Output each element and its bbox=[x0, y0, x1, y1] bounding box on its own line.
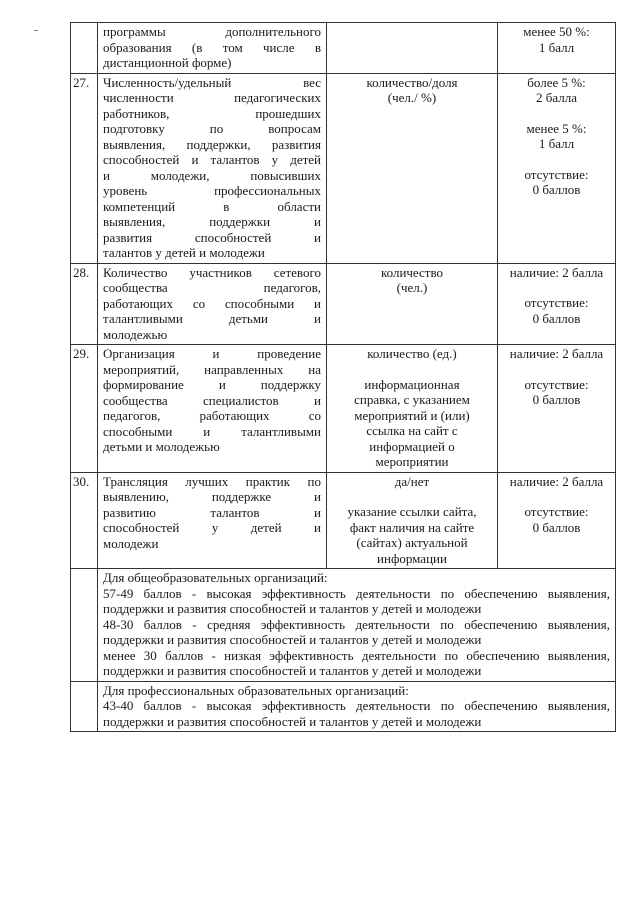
criterion-line: работников, прошедших bbox=[103, 105, 321, 121]
unit-line: справка, с указанием bbox=[354, 392, 470, 407]
score-line: 2 балла bbox=[536, 90, 577, 105]
criterion-line: сообщества специалистов и bbox=[103, 392, 321, 408]
footer-professional bbox=[71, 681, 616, 732]
footer-general-line: Для общеобразовательных организаций: bbox=[103, 570, 328, 585]
criterion-line: подготовку по вопросам bbox=[103, 121, 321, 136]
criterion-line: формирование и поддержку bbox=[103, 377, 321, 392]
criterion-line: способными и талантливыми bbox=[103, 423, 321, 439]
criterion-line: молодежи bbox=[103, 535, 159, 551]
unit-cell bbox=[327, 23, 498, 74]
criterion-line: Трансляция лучших практик по bbox=[103, 473, 321, 489]
score-line: отсутствие: bbox=[524, 504, 589, 519]
unit-line: мероприятии bbox=[375, 454, 449, 469]
row-number: 28. bbox=[71, 263, 98, 345]
criterion-cell bbox=[98, 345, 327, 473]
criterion-line: выявления, поддержки, развития bbox=[103, 136, 321, 152]
score-cell bbox=[498, 73, 616, 263]
criterion-line: выявлению, поддержке и bbox=[103, 489, 321, 504]
row-number-empty bbox=[71, 569, 98, 682]
score-line: отсутствие: bbox=[524, 376, 589, 392]
criterion-line: развитию талантов и bbox=[103, 504, 321, 520]
score-line bbox=[503, 152, 610, 167]
criterion-line: и молодежи, повысивших bbox=[103, 167, 321, 183]
table-row bbox=[71, 345, 616, 473]
score-line: 1 балл bbox=[538, 136, 575, 151]
score-line: наличие: 2 балла bbox=[509, 473, 604, 489]
unit-line: количество (ед.) bbox=[367, 346, 457, 361]
row-number-empty bbox=[71, 681, 98, 732]
criterion-line: педагогов, работающих со bbox=[103, 408, 321, 423]
criterion-line: программы дополнительного bbox=[103, 24, 321, 39]
footer-professional-line: Для профессиональных образовательных организаций: bbox=[103, 682, 409, 698]
criterion-line: развития способностей и bbox=[103, 229, 321, 245]
criteria-table-body bbox=[71, 23, 616, 732]
criterion-line: дистанционной форме) bbox=[103, 55, 232, 70]
criterion-line: образования (в том числе в bbox=[103, 39, 321, 55]
unit-line: мероприятий и (или) bbox=[354, 407, 470, 423]
criterion-line: работающих со способными и bbox=[103, 295, 321, 311]
criterion-line: сообщества педагогов, bbox=[103, 280, 321, 295]
row-number: 30. bbox=[71, 472, 98, 569]
score-line: 0 баллов bbox=[532, 392, 581, 407]
row-number bbox=[71, 23, 98, 74]
unit-cell bbox=[327, 73, 498, 263]
table-row bbox=[71, 23, 616, 74]
criterion-line: уровень профессиональных bbox=[103, 183, 321, 198]
unit-line: (чел./ %) bbox=[387, 90, 437, 105]
criterion-line: молодежью bbox=[103, 326, 168, 342]
unit-line bbox=[332, 362, 492, 377]
criterion-line: талантов у детей и молодежи bbox=[103, 245, 265, 260]
table-row bbox=[71, 472, 616, 569]
table-row bbox=[71, 263, 616, 345]
criterion-line: выявления, поддержки и bbox=[103, 214, 321, 229]
unit-cell bbox=[327, 472, 498, 569]
criterion-line: детьми и молодежью bbox=[103, 439, 220, 454]
unit-line: да/нет bbox=[394, 473, 430, 489]
score-line: менее 5 %: bbox=[526, 120, 587, 136]
score-cell bbox=[498, 23, 616, 74]
unit-line: информации bbox=[377, 550, 447, 566]
unit-line: количество bbox=[380, 264, 444, 280]
score-cell bbox=[498, 472, 616, 569]
score-line: менее 50 %: bbox=[523, 24, 590, 39]
score-line bbox=[503, 280, 610, 295]
criterion-cell bbox=[98, 472, 327, 569]
criterion-line: способностей у детей и bbox=[103, 520, 321, 535]
unit-line: факт наличия на сайте bbox=[349, 519, 475, 535]
score-line: 0 баллов bbox=[532, 182, 581, 197]
criterion-cell bbox=[98, 73, 327, 263]
criterion-line: талантливыми детьми и bbox=[103, 311, 321, 326]
score-line: отсутствие: bbox=[524, 295, 589, 310]
score-line bbox=[503, 106, 610, 121]
row-number: 29. bbox=[71, 345, 98, 473]
score-line: наличие: 2 балла bbox=[509, 264, 604, 280]
criterion-cell bbox=[98, 263, 327, 345]
row-number: 27. bbox=[71, 73, 98, 263]
footer-general bbox=[71, 569, 616, 682]
score-line: 1 балл bbox=[538, 39, 575, 55]
score-line bbox=[503, 362, 610, 377]
footer-general-line: 57-49 баллов - высокая эффективность деятельности по обеспечению выявления, поддержки и развития способностей и талантов у детей и молодежи bbox=[103, 585, 610, 616]
score-line: более 5 %: bbox=[527, 74, 586, 90]
table-row bbox=[71, 73, 616, 263]
unit-line: количество/доля bbox=[366, 74, 458, 90]
unit-cell bbox=[327, 345, 498, 473]
criterion-line: Количество участников сетевого bbox=[103, 264, 321, 280]
unit-line bbox=[332, 489, 492, 504]
unit-line: ссылка на сайт с bbox=[366, 423, 458, 438]
footer-general-cell bbox=[98, 569, 616, 682]
unit-line: информационная bbox=[364, 376, 460, 392]
unit-line: (чел.) bbox=[396, 280, 428, 295]
unit-line: (сайтах) актуальной bbox=[356, 535, 468, 550]
footer-professional-line: 43-40 баллов - высокая эффективность деятельности по обеспечению выявления, поддержки и развития способностей и талантов у детей и молодежи bbox=[103, 698, 610, 729]
footer-professional-cell bbox=[98, 681, 616, 732]
footer-general-line: 48-30 баллов - средняя эффективность деятельности по обеспечению выявления, поддержки и развития способностей и талантов у детей и молодежи bbox=[103, 616, 610, 647]
unit-cell bbox=[327, 263, 498, 345]
score-line: 0 баллов bbox=[532, 519, 581, 535]
footer-general-line: менее 30 баллов - низкая эффективность деятельности по обеспечению выявления, поддержки и развития способностей и талантов у детей и молодежи bbox=[103, 647, 610, 678]
criteria-table bbox=[70, 22, 616, 732]
unit-line: информацией о bbox=[369, 438, 455, 454]
unit-line: указание ссылки сайта, bbox=[347, 504, 477, 519]
score-line: наличие: 2 балла bbox=[509, 346, 604, 361]
criterion-line: мероприятий, направленных на bbox=[103, 361, 321, 377]
score-cell bbox=[498, 263, 616, 345]
score-line bbox=[503, 489, 610, 504]
criterion-line: компетенций в области bbox=[103, 198, 321, 214]
criterion-line: Организация и проведение bbox=[103, 346, 321, 361]
criterion-line: Численность/удельный вес bbox=[103, 74, 321, 90]
scan-mark bbox=[34, 30, 38, 31]
criterion-line: способностей и талантов у детей bbox=[103, 152, 321, 167]
score-line: 0 баллов bbox=[532, 310, 581, 326]
criterion-line: численности педагогических bbox=[103, 90, 321, 105]
score-line: отсутствие: bbox=[524, 166, 589, 182]
score-cell bbox=[498, 345, 616, 473]
criterion-cell bbox=[98, 23, 327, 74]
